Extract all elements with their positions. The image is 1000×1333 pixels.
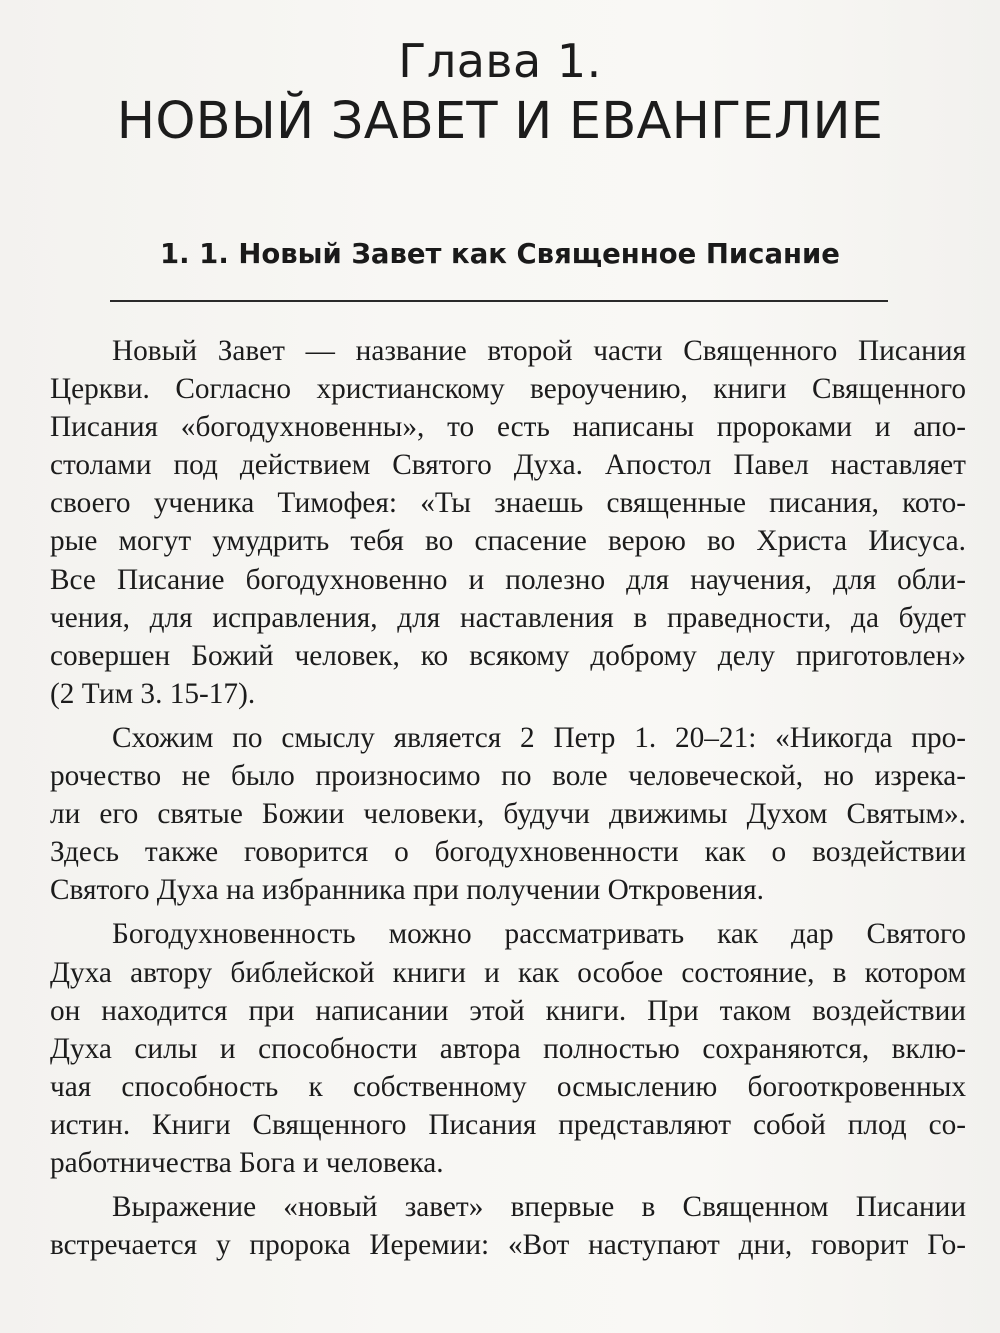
text-line: Выражение «новый завет» впервые в Священном Писании <box>112 1191 966 1224</box>
text-line: Все Писание богодухновенно и полезно для научения, для обли- <box>50 563 966 596</box>
body-text <box>50 332 966 1264</box>
paragraph <box>50 1188 966 1264</box>
section-divider <box>110 300 888 302</box>
text-line: Богодухновенность можно рассматривать как дар Святого <box>112 918 966 951</box>
text-line: рые могут умудрить тебя во спасение верою во Христа Иисуса. <box>50 525 966 558</box>
text-line: Святого Духа на избранника при получении Откровения. <box>50 874 764 907</box>
text-line: Здесь также говорится о богодухновенности как о воздействии <box>50 836 966 869</box>
paragraph <box>50 332 966 713</box>
text-line: совершен Божий человек, ко всякому доброму делу приготовлен» <box>50 639 966 672</box>
text-line: своего ученика Тимофея: «Ты знаешь священные писания, кото- <box>50 487 966 520</box>
text-line: Новый Завет — название второй части Священного Писания <box>112 335 966 367</box>
chapter-title: НОВЫЙ ЗАВЕТ И ЕВАНГЕЛИЕ <box>116 92 884 151</box>
text-line: ли его святые Божии человеки, будучи движимы Духом Святым». <box>50 798 966 831</box>
paragraph <box>50 915 966 1182</box>
chapter-number: Глава 1. <box>398 34 602 88</box>
text-line: (2 Тим 3. 15-17). <box>50 677 256 710</box>
text-line: Церкви. Согласно христианскому вероучению, книги Священного <box>50 373 966 406</box>
text-line: Духа силы и способности автора полностью сохраняются, вклю- <box>50 1032 966 1065</box>
text-line: встречается у пророка Иеремии: «Вот наступают дни, говорит Го- <box>50 1229 966 1262</box>
text-line: чения, для исправления, для наставления в праведности, да будет <box>50 601 966 634</box>
text-line: Схожим по смыслу является 2 Петр 1. 20–21: «Никогда про- <box>112 721 966 754</box>
text-line: работничества Бога и человека. <box>50 1146 444 1179</box>
text-line: рочество не было произносимо по воле человеческой, но изрека- <box>50 760 966 793</box>
paragraph <box>50 719 966 909</box>
text-line: Духа автору библейской книги и как особое состояние, в котором <box>50 956 966 989</box>
text-line: он находится при написании этой книги. При таком воздействии <box>50 994 966 1027</box>
text-line: чая способность к собственному осмыслению богооткровенных <box>50 1070 966 1103</box>
text-line: истин. Книги Священного Писания представляют собой плод со- <box>50 1108 966 1141</box>
text-line: Писания «богодухновенны», то есть написаны пророками и апо- <box>50 411 966 444</box>
text-line: столами под действием Святого Духа. Апостол Павел наставляет <box>50 449 966 482</box>
section-heading: 1. 1. Новый Завет как Священное Писание <box>160 238 840 270</box>
